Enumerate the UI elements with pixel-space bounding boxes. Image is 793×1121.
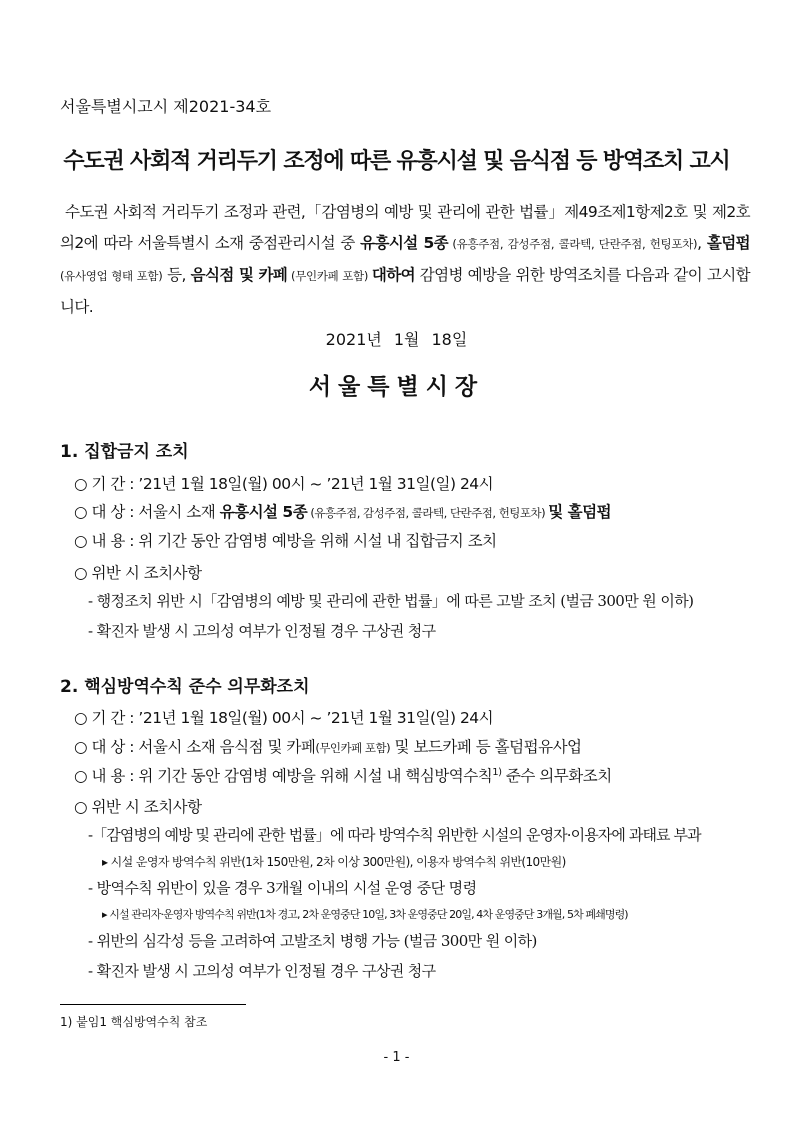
section1-violation: ○ 위반 시 조치사항: [74, 564, 202, 582]
footnote: 1) 붙임1 핵심방역수칙 참조: [60, 1015, 208, 1029]
section2-content-pre: ○ 내 용 : 위 기간 동안 감염병 예방을 위해 시설 내 핵심방역수칙: [74, 767, 493, 785]
intro-small-3: (무인카페 포함): [287, 269, 372, 283]
section1-content: ○ 내 용 : 위 기간 동안 감염병 예방을 위해 시설 내 집합금지 조치: [74, 532, 497, 550]
section1-target-bold: 유흥시설 5종: [219, 503, 308, 521]
date-day: 18일: [431, 330, 468, 349]
page-number: - 1 -: [383, 1050, 410, 1065]
section2-target-post: 및 보드카페 등 홀덤펍유사업: [390, 738, 582, 756]
section2-target: [74, 735, 582, 757]
intro-bold-4: 대하여: [371, 266, 415, 284]
document-title: 수도권 사회적 거리두기 조정에 따른 유흥시설 및 음식점 등 방역조치 고시: [63, 149, 730, 174]
intro-paragraph: [60, 197, 750, 323]
intro-small-2: (유사영업 형태 포함): [60, 269, 163, 283]
footnote-divider: [60, 1004, 246, 1005]
section2-dash-2: - 방역수칙 위반이 있을 경우 3개월 이내의 시설 운영 중단 명령: [88, 879, 477, 897]
section1-target-bold-2: 및 홀덤펍: [548, 503, 612, 521]
section1-heading: 1. 집합금지 조치: [60, 442, 189, 462]
intro-text-1: 수도권 사회적 거리두기 조정과 관련,「감염병의 예방 및 관리에 관한 법률」제49조제1항제2호 및 제2호의2에 따라 서울특별시 소재 중점관리시설 중: [60, 203, 750, 252]
section2-period: ○ 기 간 : ’21년 1월 18일(월) 00시 ~ ’21년 1월 31일(일) 24시: [74, 709, 494, 727]
section1-dash-1: - 행정조치 위반 시「감염병의 예방 및 관리에 관한 법률」에 따른 고발 조치 (벌금 300만 원 이하): [88, 592, 694, 610]
section2-content-post: 준수 의무화조치: [501, 767, 612, 785]
intro-text-4: 감염병 예방을 위한 방역조치를 다음과 같이 고시합니다.: [60, 266, 751, 316]
intro-bold-2: 홀덤펍: [706, 234, 750, 252]
intro-bold-3: 음식점 및 카페: [190, 266, 288, 284]
section2-dash-4: - 확진자 발생 시 고의성 여부가 인정될 경우 구상권 청구: [88, 962, 436, 980]
section2-dash-3: - 위반의 심각성 등을 고려하여 고발조치 병행 가능 (벌금 300만 원 이하): [88, 932, 537, 950]
date-year: 2021년: [325, 330, 382, 349]
section2-violation: ○ 위반 시 조치사항: [74, 798, 202, 816]
section2-dash-1: -「감염병의 예방 및 관리에 관한 법률」에 따라 방역수칙 위반한 시설의 운영자·이용자에 과태료 부과: [88, 826, 701, 844]
intro-text-3: 등,: [162, 266, 191, 284]
date-month: 1월: [393, 330, 420, 349]
issuer: 서울특별시장: [308, 374, 485, 400]
notice-date: [0, 327, 793, 350]
section1-target-small: (유흥주점, 감성주점, 콜라텍, 단란주점, 헌팅포차): [307, 506, 549, 520]
footnote-ref[interactable]: 1): [492, 766, 502, 778]
notice-number: 서울특별시고시 제2021-34호: [60, 97, 272, 116]
section2-target-pre: ○ 대 상 : 서울시 소재 음식점 및 카페: [74, 738, 316, 756]
section1-target: [74, 500, 611, 522]
section2-sub-1: ▸ 시설 운영자 방역수칙 위반(1차 150만원, 2차 이상 300만원), 이용자 방역수칙 위반(10만원): [102, 855, 566, 869]
section2-target-small: (무인카페 포함): [315, 741, 391, 755]
section2-heading: 2. 핵심방역수칙 준수 의무화조치: [60, 677, 310, 697]
intro-bold-1: 유흥시설 5종: [360, 234, 449, 252]
section1-period: ○ 기 간 : ’21년 1월 18일(월) 00시 ~ ’21년 1월 31일(일) 24시: [74, 475, 494, 493]
section1-target-pre: ○ 대 상 : 서울시 소재: [74, 503, 220, 521]
intro-small-1: (유흥주점, 감성주점, 콜라텍, 단란주점, 헌팅포차): [448, 237, 698, 251]
section2-content: [74, 764, 612, 786]
intro-text-2: ,: [697, 234, 707, 252]
section1-dash-2: - 확진자 발생 시 고의성 여부가 인정될 경우 구상권 청구: [88, 622, 436, 640]
section2-sub-2: ▸ 시설 관리자·운영자 방역수칙 위반(1차 경고, 2차 운영중단 10일, 3차 운영중단 20일, 4차 운영중단 3개월, 5차 폐쇄명령): [102, 908, 628, 921]
